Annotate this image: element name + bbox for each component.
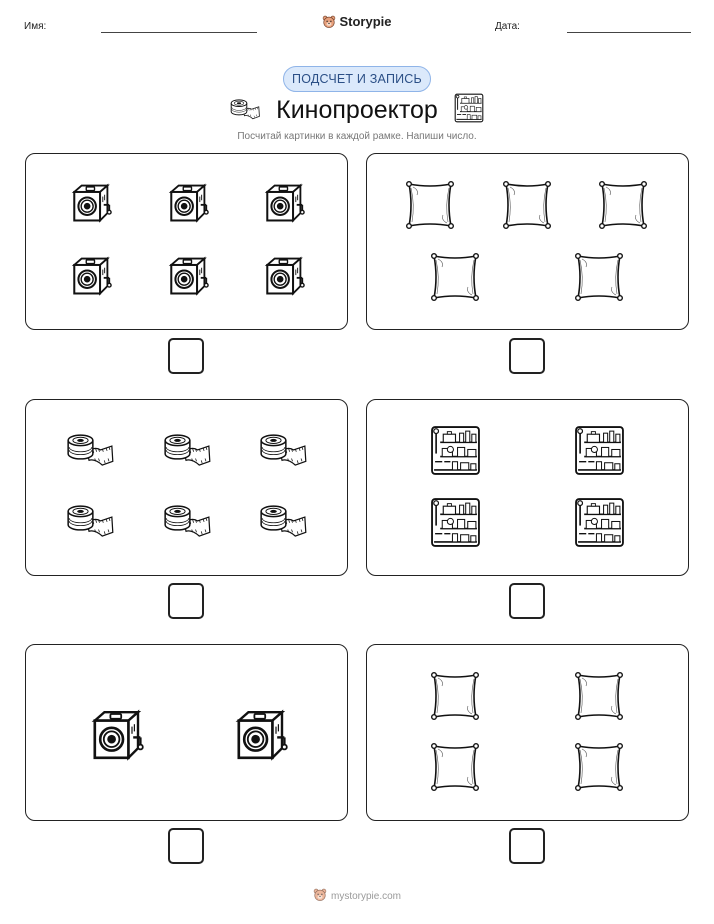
answer-box-6[interactable] bbox=[509, 828, 545, 864]
projection-screen-icon bbox=[598, 180, 648, 230]
section-badge bbox=[0, 66, 714, 92]
tool-shelf-icon bbox=[430, 425, 481, 476]
projection-screen-icon bbox=[574, 671, 624, 721]
film-reel-icon bbox=[230, 96, 260, 125]
film-reel-icon bbox=[259, 429, 307, 467]
name-label: Имя: bbox=[24, 21, 47, 32]
projection-screen-icon bbox=[574, 742, 624, 792]
projection-screen-icon bbox=[430, 252, 480, 302]
answer-box-4[interactable] bbox=[509, 583, 545, 619]
projection-screen-icon bbox=[502, 180, 552, 230]
film-projector-icon bbox=[259, 180, 305, 226]
film-projector-icon bbox=[259, 253, 305, 299]
count-panel-4 bbox=[366, 399, 689, 576]
badge-label: ПОДСЧЕТ И ЗАПИСЬ bbox=[283, 66, 431, 92]
date-line[interactable] bbox=[567, 32, 691, 33]
film-reel-icon bbox=[259, 500, 307, 538]
film-projector-icon bbox=[163, 253, 209, 299]
tool-shelf-icon bbox=[430, 497, 481, 548]
brand-logo bbox=[0, 14, 714, 32]
film-reel-icon bbox=[163, 429, 211, 467]
count-panel-6 bbox=[366, 644, 689, 821]
film-projector-icon bbox=[66, 180, 112, 226]
title-row bbox=[0, 93, 714, 128]
count-panel-5 bbox=[25, 644, 348, 821]
film-projector-icon bbox=[84, 705, 144, 765]
answer-box-3[interactable] bbox=[168, 583, 204, 619]
footer bbox=[0, 888, 714, 905]
bear-logo-icon bbox=[322, 15, 336, 29]
answer-box-1[interactable] bbox=[168, 338, 204, 374]
footer-url[interactable]: mystorypie.com bbox=[330, 891, 401, 902]
count-panel-2 bbox=[366, 153, 689, 330]
projection-screen-icon bbox=[430, 671, 480, 721]
bear-logo-icon bbox=[313, 888, 327, 905]
tool-shelf-icon bbox=[574, 497, 625, 548]
film-reel-icon bbox=[66, 500, 114, 538]
answer-box-2[interactable] bbox=[509, 338, 545, 374]
count-panel-3 bbox=[25, 399, 348, 576]
date-label: Дата: bbox=[495, 21, 520, 32]
projection-screen-icon bbox=[430, 742, 480, 792]
tool-shelf-icon bbox=[454, 93, 484, 128]
instructions: Посчитай картинки в каждой рамке. Напиши число. bbox=[237, 131, 477, 142]
page-title: Кинопроектор bbox=[276, 96, 438, 124]
projection-screen-icon bbox=[574, 252, 624, 302]
count-panel-1 bbox=[25, 153, 348, 330]
film-projector-icon bbox=[228, 705, 288, 765]
projection-screen-icon bbox=[405, 180, 455, 230]
tool-shelf-icon bbox=[574, 425, 625, 476]
film-projector-icon bbox=[66, 253, 112, 299]
film-reel-icon bbox=[163, 500, 211, 538]
brand-name: Storypie bbox=[339, 14, 392, 29]
film-projector-icon bbox=[163, 180, 209, 226]
answer-box-5[interactable] bbox=[168, 828, 204, 864]
film-reel-icon bbox=[66, 429, 114, 467]
name-line[interactable] bbox=[101, 32, 257, 33]
